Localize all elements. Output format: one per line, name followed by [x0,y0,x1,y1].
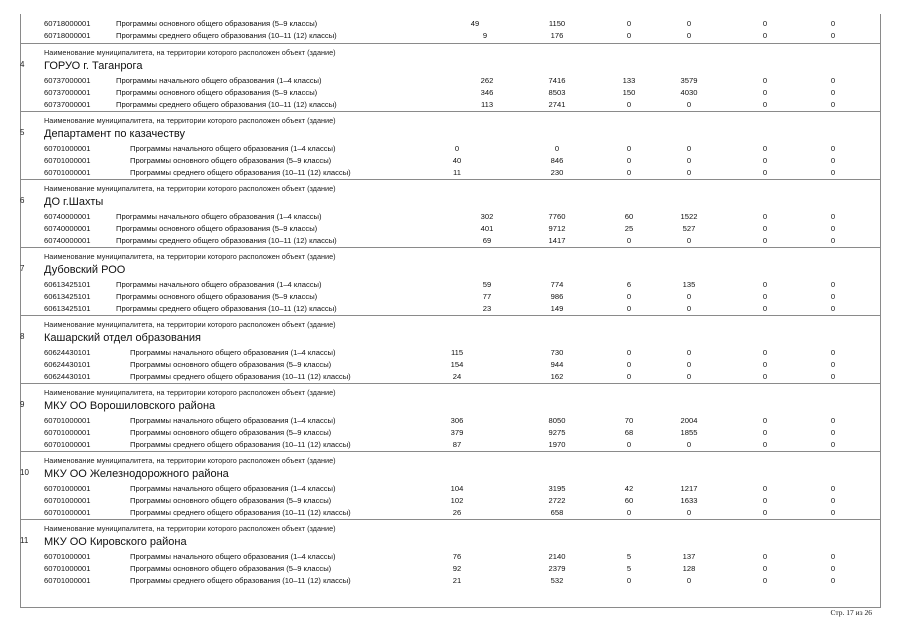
value-cell-6: 0 [830,168,836,177]
value-cell-1: 24 [452,372,462,381]
value-cell-3: 6 [626,280,632,289]
table-row [0,87,905,99]
value-cell-2: 1417 [548,236,566,245]
value-cell-6: 0 [830,348,836,357]
section-separator [20,451,881,452]
program-name: Программы начального общего образования (1–4 классы) [116,280,322,289]
value-cell-4: 0 [686,19,692,28]
value-cell-3: 60 [624,496,634,505]
section-number: 9 [20,400,25,409]
oktmo-code: 60701000001 [44,564,91,573]
value-cell-1: 76 [452,552,462,561]
section-number: 4 [20,60,25,69]
value-cell-2: 774 [550,280,564,289]
value-cell-1: 262 [480,76,494,85]
value-cell-4: 0 [686,168,692,177]
section-number: 11 [20,536,29,545]
value-cell-5: 0 [762,280,768,289]
value-cell-4: 0 [686,360,692,369]
table-row [0,551,905,563]
value-cell-4: 0 [686,440,692,449]
table-row [0,347,905,359]
oktmo-code: 60737000001 [44,100,91,109]
section-title: МКУ ОО Ворошиловского района [44,400,216,412]
section-title: МКУ ОО Железнодорожного района [44,468,229,480]
section-title: Департамент по казачеству [44,128,185,140]
value-cell-6: 0 [830,31,836,40]
value-cell-3: 0 [626,31,632,40]
value-cell-1: 0 [454,144,460,153]
oktmo-code: 60737000001 [44,76,91,85]
section-title: МКУ ОО Кировского района [44,536,187,548]
value-cell-2: 7416 [548,76,566,85]
table-row [0,279,905,291]
oktmo-code: 60701000001 [44,484,91,493]
value-cell-5: 0 [762,484,768,493]
program-name: Программы среднего общего образования (10–11 (12) классы) [130,576,351,585]
program-name: Программы начального общего образования (1–4 классы) [130,348,336,357]
oktmo-code: 60701000001 [44,508,91,517]
value-cell-6: 0 [830,360,836,369]
program-name: Программы начального общего образования (1–4 классы) [130,552,336,561]
program-name: Программы начального общего образования (1–4 классы) [116,212,322,221]
value-cell-1: 113 [480,100,494,109]
value-cell-3: 0 [626,236,632,245]
value-cell-2: 730 [550,348,564,357]
program-name: Программы среднего общего образования (10–11 (12) классы) [116,100,337,109]
value-cell-2: 846 [550,156,564,165]
value-cell-1: 59 [482,280,492,289]
value-cell-6: 0 [830,280,836,289]
program-name: Программы начального общего образования (1–4 классы) [130,416,336,425]
value-cell-3: 0 [626,304,632,313]
value-cell-4: 2004 [680,416,698,425]
value-cell-1: 40 [452,156,462,165]
value-cell-3: 0 [626,100,632,109]
table-row [0,439,905,451]
section-header-label: Наименование муниципалитета, на территории которого расположен объект (здание) [44,252,336,261]
oktmo-code: 60740000001 [44,212,91,221]
value-cell-2: 658 [550,508,564,517]
oktmo-code: 60718000001 [44,31,91,40]
program-name: Программы начального общего образования (1–4 классы) [116,76,322,85]
value-cell-2: 149 [550,304,564,313]
oktmo-code: 60613425101 [44,304,91,313]
value-cell-2: 2379 [548,564,566,573]
value-cell-2: 162 [550,372,564,381]
value-cell-4: 4030 [680,88,698,97]
oktmo-code: 60701000001 [44,496,91,505]
value-cell-1: 21 [452,576,462,585]
value-cell-5: 0 [762,100,768,109]
value-cell-4: 1522 [680,212,698,221]
oktmo-code: 60613425101 [44,280,91,289]
value-cell-2: 8503 [548,88,566,97]
table-row [0,167,905,179]
value-cell-5: 0 [762,31,768,40]
section-header-label: Наименование муниципалитета, на территории которого расположен объект (здание) [44,320,336,329]
value-cell-4: 0 [686,31,692,40]
oktmo-code: 60701000001 [44,576,91,585]
value-cell-6: 0 [830,440,836,449]
value-cell-1: 302 [480,212,494,221]
value-cell-1: 401 [480,224,494,233]
section-separator [20,43,881,44]
value-cell-3: 25 [624,224,634,233]
value-cell-2: 7760 [548,212,566,221]
table-row [0,575,905,587]
section-header-label: Наименование муниципалитета, на территории которого расположен объект (здание) [44,456,336,465]
value-cell-2: 9712 [548,224,566,233]
value-cell-6: 0 [830,428,836,437]
value-cell-3: 0 [626,508,632,517]
value-cell-3: 68 [624,428,634,437]
value-cell-4: 0 [686,576,692,585]
value-cell-5: 0 [762,144,768,153]
program-name: Программы среднего общего образования (10–11 (12) классы) [130,440,351,449]
section-header-label: Наименование муниципалитета, на территории которого расположен объект (здание) [44,388,336,397]
page-number: Стр. 17 из 26 [830,608,872,617]
value-cell-2: 0 [554,144,560,153]
value-cell-5: 0 [762,19,768,28]
table-row [0,30,905,42]
value-cell-1: 346 [480,88,494,97]
program-name: Программы основного общего образования (5–9 классы) [116,19,318,28]
value-cell-5: 0 [762,508,768,517]
value-cell-6: 0 [830,304,836,313]
value-cell-3: 150 [622,88,636,97]
table-row [0,415,905,427]
value-cell-3: 0 [626,360,632,369]
value-cell-1: 26 [452,508,462,517]
value-cell-3: 0 [626,156,632,165]
value-cell-2: 2722 [548,496,566,505]
section-number: 6 [20,196,25,205]
value-cell-6: 0 [830,564,836,573]
value-cell-6: 0 [830,292,836,301]
value-cell-1: 49 [470,19,480,28]
value-cell-4: 128 [682,564,696,573]
table-row [0,211,905,223]
section-number: 7 [20,264,25,273]
program-name: Программы основного общего образования (5–9 классы) [130,156,332,165]
value-cell-1: 306 [450,416,464,425]
oktmo-code: 60701000001 [44,416,91,425]
program-name: Программы среднего общего образования (10–11 (12) классы) [116,236,337,245]
oktmo-code: 60737000001 [44,88,91,97]
value-cell-3: 0 [626,348,632,357]
oktmo-code: 60624430101 [44,348,91,357]
value-cell-5: 0 [762,552,768,561]
table-row [0,371,905,383]
table-row [0,563,905,575]
table-row [0,507,905,519]
value-cell-1: 92 [452,564,462,573]
value-cell-6: 0 [830,236,836,245]
value-cell-1: 77 [482,292,492,301]
oktmo-code: 60624430101 [44,360,91,369]
value-cell-4: 3579 [680,76,698,85]
value-cell-4: 0 [686,508,692,517]
value-cell-4: 135 [682,280,696,289]
value-cell-4: 0 [686,236,692,245]
value-cell-1: 104 [450,484,464,493]
value-cell-2: 1150 [548,19,566,28]
value-cell-4: 0 [686,156,692,165]
value-cell-5: 0 [762,440,768,449]
value-cell-6: 0 [830,552,836,561]
value-cell-5: 0 [762,168,768,177]
value-cell-3: 0 [626,440,632,449]
section-header-label: Наименование муниципалитета, на территории которого расположен объект (здание) [44,184,336,193]
value-cell-5: 0 [762,428,768,437]
value-cell-5: 0 [762,564,768,573]
value-cell-3: 5 [626,552,632,561]
value-cell-3: 5 [626,564,632,573]
value-cell-2: 944 [550,360,564,369]
value-cell-5: 0 [762,76,768,85]
value-cell-1: 23 [482,304,492,313]
oktmo-code: 60701000001 [44,428,91,437]
value-cell-5: 0 [762,496,768,505]
section-title: Кашарский отдел образования [44,332,202,344]
oktmo-code: 60740000001 [44,236,91,245]
page-frame-bottom [20,607,881,608]
program-name: Программы основного общего образования (5–9 классы) [130,360,332,369]
value-cell-1: 102 [450,496,464,505]
value-cell-1: 11 [453,168,461,177]
program-name: Программы среднего общего образования (10–11 (12) классы) [130,372,351,381]
value-cell-3: 70 [624,416,634,425]
value-cell-6: 0 [830,100,836,109]
value-cell-4: 1855 [680,428,698,437]
value-cell-3: 60 [624,212,634,221]
oktmo-code: 60718000001 [44,19,91,28]
value-cell-4: 137 [682,552,696,561]
value-cell-6: 0 [830,76,836,85]
value-cell-3: 42 [624,484,634,493]
value-cell-1: 154 [450,360,464,369]
program-name: Программы основного общего образования (5–9 классы) [116,292,318,301]
section-separator [20,111,881,112]
value-cell-5: 0 [762,156,768,165]
oktmo-code: 60613425101 [44,292,91,301]
section-title: ГОРУО г. Таганрога [44,60,143,72]
program-name: Программы среднего общего образования (10–11 (12) классы) [116,31,337,40]
value-cell-6: 0 [830,156,836,165]
section-number: 10 [20,468,29,477]
program-name: Программы основного общего образования (5–9 классы) [116,88,318,97]
oktmo-code: 60701000001 [44,440,91,449]
table-row [0,495,905,507]
value-cell-2: 1970 [548,440,566,449]
section-title: ДО г.Шахты [44,196,104,208]
program-name: Программы основного общего образования (5–9 классы) [130,496,332,505]
value-cell-3: 0 [626,19,632,28]
section-number: 5 [20,128,25,137]
section-title: Дубовский РОО [44,264,126,276]
value-cell-1: 87 [452,440,462,449]
value-cell-4: 0 [686,372,692,381]
value-cell-6: 0 [830,484,836,493]
value-cell-5: 0 [762,348,768,357]
table-row [0,235,905,247]
value-cell-4: 527 [682,224,696,233]
value-cell-2: 9275 [548,428,566,437]
program-name: Программы начального общего образования (1–4 классы) [130,484,336,493]
value-cell-5: 0 [762,224,768,233]
value-cell-3: 0 [626,576,632,585]
value-cell-5: 0 [762,88,768,97]
value-cell-2: 2741 [548,100,566,109]
value-cell-3: 0 [626,168,632,177]
value-cell-3: 0 [626,144,632,153]
value-cell-1: 379 [450,428,464,437]
table-row [0,427,905,439]
program-name: Программы среднего общего образования (10–11 (12) классы) [130,168,351,177]
section-separator [20,247,881,248]
value-cell-4: 0 [686,144,692,153]
value-cell-6: 0 [830,416,836,425]
oktmo-code: 60701000001 [44,552,91,561]
value-cell-2: 532 [550,576,564,585]
value-cell-6: 0 [830,224,836,233]
value-cell-2: 8050 [548,416,566,425]
value-cell-6: 0 [830,212,836,221]
value-cell-6: 0 [830,372,836,381]
value-cell-3: 133 [622,76,636,85]
value-cell-5: 0 [762,304,768,313]
value-cell-6: 0 [830,144,836,153]
value-cell-5: 0 [762,372,768,381]
program-name: Программы основного общего образования (5–9 классы) [130,428,332,437]
value-cell-1: 115 [450,348,464,357]
value-cell-4: 0 [686,292,692,301]
program-name: Программы начального общего образования (1–4 классы) [130,144,336,153]
value-cell-4: 1217 [680,484,698,493]
value-cell-6: 0 [830,576,836,585]
value-cell-3: 0 [626,292,632,301]
value-cell-5: 0 [762,416,768,425]
table-row [0,18,905,30]
table-row [0,75,905,87]
oktmo-code: 60701000001 [44,156,91,165]
value-cell-2: 3195 [548,484,566,493]
program-name: Программы основного общего образования (5–9 классы) [116,224,318,233]
table-row [0,223,905,235]
oktmo-code: 60701000001 [44,144,91,153]
section-separator [20,179,881,180]
table-row [0,291,905,303]
value-cell-5: 0 [762,236,768,245]
value-cell-2: 230 [550,168,564,177]
table-row [0,359,905,371]
program-name: Программы среднего общего образования (10–11 (12) классы) [116,304,337,313]
value-cell-6: 0 [830,19,836,28]
section-header-label: Наименование муниципалитета, на территории которого расположен объект (здание) [44,524,336,533]
table-row [0,483,905,495]
value-cell-4: 0 [686,348,692,357]
value-cell-4: 0 [686,100,692,109]
value-cell-1: 69 [482,236,492,245]
table-row [0,303,905,315]
section-separator [20,519,881,520]
value-cell-5: 0 [762,360,768,369]
program-name: Программы среднего общего образования (10–11 (12) классы) [130,508,351,517]
section-separator [20,315,881,316]
value-cell-1: 9 [482,31,488,40]
value-cell-5: 0 [762,576,768,585]
value-cell-6: 0 [830,508,836,517]
value-cell-2: 2140 [548,552,566,561]
table-row [0,99,905,111]
program-name: Программы основного общего образования (5–9 классы) [130,564,332,573]
value-cell-5: 0 [762,292,768,301]
value-cell-3: 0 [626,372,632,381]
value-cell-2: 986 [550,292,564,301]
value-cell-4: 0 [686,304,692,313]
oktmo-code: 60701000001 [44,168,91,177]
value-cell-2: 176 [550,31,564,40]
table-row [0,155,905,167]
value-cell-4: 1633 [680,496,698,505]
section-separator [20,383,881,384]
section-header-label: Наименование муниципалитета, на территории которого расположен объект (здание) [44,48,336,57]
oktmo-code: 60740000001 [44,224,91,233]
value-cell-6: 0 [830,496,836,505]
section-header-label: Наименование муниципалитета, на территории которого расположен объект (здание) [44,116,336,125]
oktmo-code: 60624430101 [44,372,91,381]
table-row [0,143,905,155]
value-cell-5: 0 [762,212,768,221]
value-cell-6: 0 [830,88,836,97]
section-number: 8 [20,332,25,341]
